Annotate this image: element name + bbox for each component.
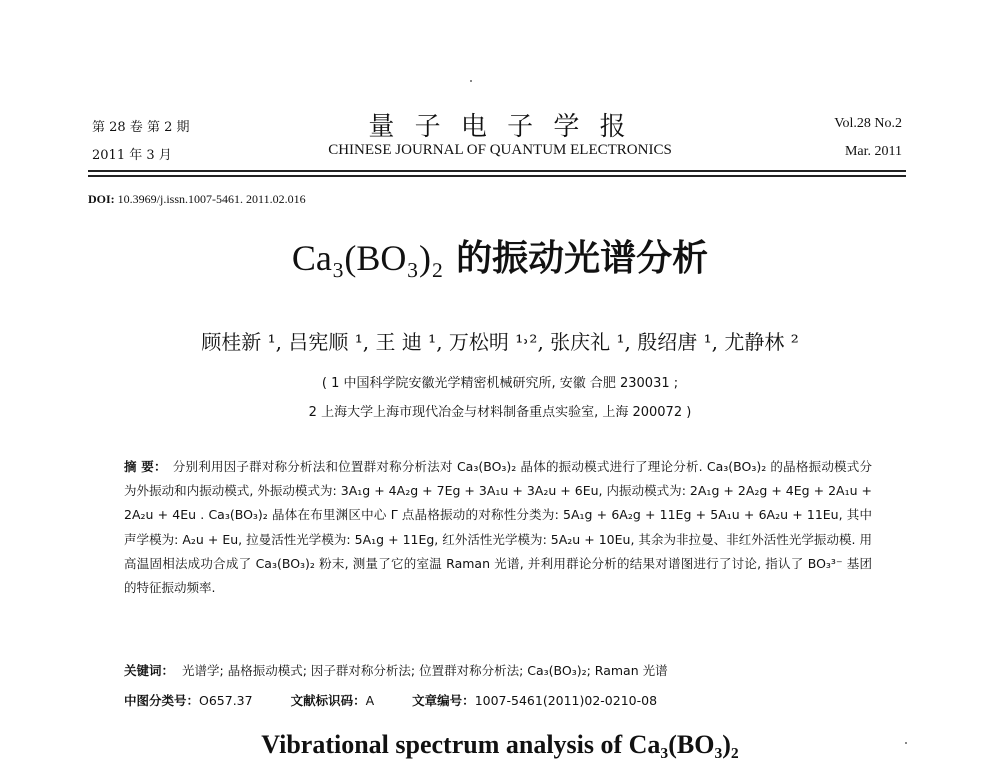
doi-value: 10.3969/j.issn.1007-5461. 2011.02.016 — [117, 192, 306, 206]
title-formula: Ca₃(BO₃)₂ — [291, 238, 444, 278]
keywords — [124, 661, 668, 679]
clc-value: O657.37 — [199, 693, 253, 708]
doi-label: DOI: — [88, 192, 115, 206]
doi-line — [88, 192, 306, 207]
paper-title — [0, 230, 1000, 281]
article-number-value: 1007-5461(2011)02-0210-08 — [474, 693, 658, 708]
journal-title-cn: 量 子 电 子 学 报 — [368, 112, 632, 142]
volume-issue-cn: 第 28 卷 第 2 期 — [92, 120, 190, 135]
journal-title-en: CHINESE JOURNAL OF QUANTUM ELECTRONICS — [328, 142, 672, 158]
article-number-label: 文章编号： — [412, 693, 475, 708]
scan-speck — [470, 80, 472, 82]
clc-label: 中图分类号： — [124, 693, 200, 708]
date-en: Mar. 2011 — [844, 144, 902, 159]
keywords-label: 关键词： — [124, 663, 175, 678]
english-title: Vibrational spectrum analysis of Ca₃(BO₃)₂ — [261, 730, 739, 759]
title-text: 的振动光谱分析 — [456, 238, 709, 279]
affiliation-2: 2 上海大学上海市现代冶金与材料制备重点实验室, 上海 200072 ) — [308, 405, 692, 420]
doc-code-value: A — [365, 693, 375, 708]
abstract-text: 分别利用因子群对称分析法和位置群对称分析法对 Ca₃(BO₃)₂ 晶体的振动模式进行了理论分析. Ca₃(BO₃)₂ 的晶格振动模式分为外振动和内振动模式, 外振动模式为: 3A₁g + 4A₂g + 7Eg + 3A₁u + 3A₂u + 6Eu, 内振动模式为: 2A₁g + 2A₂g + 4Eg + 2A₁u + 2A₂u + 4Eu . Ca₃(BO₃)₂ 晶体在布里渊区中心 Γ 点晶格振动的对称性分类为: 5A₁g + 6A₂g + 11Eg + 5A₁u + 6A₂u + 11Eu, 其中声学模为: A₂u + Eu, 拉曼活性光学模为: 5A₁g + 11Eg, 红外活性光学模为: 5A₂u + 10Eu, 其余为非拉曼、非红外活性光学振动模. 用高温固相法成功合成了 Ca₃(BO₃)₂ 粉末, 测量了它的室温 Raman 光谱, 并利用群论分析的结果对谱图进行了讨论, 指认了 BO₃³⁻ 基团的特征振动频率. — [124, 459, 872, 596]
affiliation-1: ( 1 中国科学院安徽光学精密机械研究所, 安徽 合肥 230031 ; — [321, 376, 679, 391]
header-rule-bottom — [88, 175, 906, 177]
volume-issue-en: Vol.28 No.2 — [834, 116, 902, 131]
classification-line — [124, 691, 657, 709]
doc-code-label: 文献标识码： — [290, 693, 366, 708]
abstract-label: 摘 要： — [124, 459, 167, 474]
keywords-text: 光谱学; 晶格振动模式; 因子群对称分析法; 位置群对称分析法; Ca₃(BO₃)₂; Raman 光谱 — [182, 663, 668, 678]
abstract — [124, 455, 872, 600]
date-cn: 2011 年 3 月 — [92, 148, 172, 163]
header-rule-top — [88, 170, 906, 172]
author-list: 顾桂新 ¹, 吕宪顺 ¹, 王 迪 ¹, 万松明 ¹˒², 张庆礼 ¹, 殷绍唐 ¹, 尤静林 ² — [201, 330, 799, 354]
